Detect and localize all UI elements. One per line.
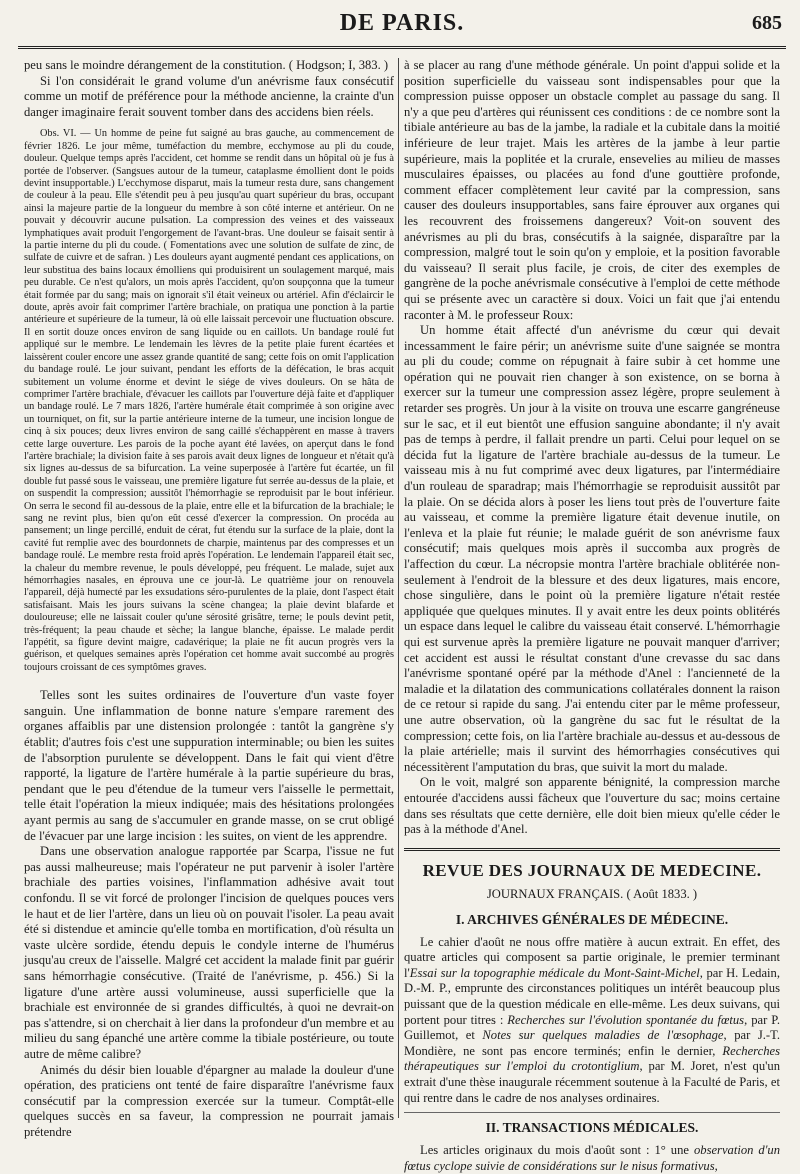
paragraph: On le voit, malgré son apparente bénignité, la compression marche entourée d'accidens aussi fâcheux que l'ouverture du sac; moins certaine dans ses résultats que cette dernière, elle doit bien mieux qu'elle céder le pas à la méthode d'Anel. [404, 775, 780, 837]
section2-paragraph [404, 1143, 780, 1174]
right-column [404, 58, 780, 1173]
paragraph: à se placer au rang d'une méthode générale. Un point d'appui solide et la position superficielle du vaisseau sont indispensables pour que la compression puisse opposer un obstacle complet au passage du sang. Il n'y a que peu d'artères qui réunissent ces conditions : de ce nombre sont la tibiale antérieure au bas de la jambe, la radiale et la cubitale dans la moitié inférieure de leur trajet. Mais les artères de la jambe à leur partie supérieure, mais la poplitée et la crurale, ensevelies au milieu de masses musculaires épaisses, ou placées au fond d'une gouttière profonde, comment effacer complètement leur cavité par la compression, sans causer des douleurs insupportables, sans faire éprouver aux organes qui les recouvrent des froissemens dangereux? Voit-on souvent des anévrismes au pli du bras, consécutifs à la saignée, disparaître par la compression, malgré tout le soin qu'on y emploie, et la position favorable du vaisseau? Il serait plus facile, je crois, de citer des exemples de gangrène de la poche anévrismale consécutive à l'emploi de cette méthode qui se présente avec un caractère si doux. Voici un fait que j'ai entendu raconter à M. le professeur Roux: [404, 58, 780, 322]
page-number: 685 [752, 12, 782, 34]
text-run: , par H. Ledain, D.-M. P., emprunte des circonstances politiques un intérêt beaucoup plus puissant que de la question médicale en elle-même. Les deux suivans, qui portent pour titres : [404, 965, 780, 1027]
italic-title: Notes sur quelques maladies de l'œsophage [482, 1028, 724, 1043]
section-heading: I. ARCHIVES GÉNÉRALES DE MÉDECINE. [455, 911, 729, 927]
left-column [24, 58, 394, 1139]
revue-heading: REVUE DES JOURNAUX DE MEDECINE. [404, 848, 780, 881]
paragraph: peu sans le moindre dérangement de la constitution. ( Hodgson; I, 383. ) [24, 58, 389, 72]
paragraph: Un homme était affecté d'un anévrisme du cœur qui devait incessamment le faire périr; un anévrisme suite d'une saignée se montra au pli du coude; comme on répugnait à faire subir à cet homme une opération qui ne pouvait rien changer à son existence, on se borna à exercer sur la tumeur une compression assez légère, propre seulement à retarder ses progrès. Un jour à la visite on trouva une escarre gangréneuse sur le sac, et il eut bientôt une effusion sanguine abondante; il n'y avait pas de temps à perdre, il fallait prendre un parti. Celui pour lequel on se décida fut la ligature de l'artère brachiale au-dessus de la tumeur. Le vaisseau mis à nu fut comprimé avec deux ligatures, par l'intermédiaire d'un rouleau de sparadrap; mais l'hémorrhagie se reproduisit aussitôt par la plaie. On se décida alors à poser les liens tout près de l'ouverture faite au vaisseau, et comme la première ligature était devenue inutile, on l'enleva et la plaie fut réunie; le malade guérit de son anévrisme faux consécutif; mais quelques mois après il succomba aux progrès de l'affection du cœur. La nécropsie montra l'artère brachiale oblitérée non-seulement à l'endroit de la blessure et des deux ligatures, mais encore, chose singulière, dans le point où la première ligature n'était restée appliquée que quelques minutes. Il y avait entre les deux points oblitérés un espace dans lequel le calibre du vaisseau était conservé. L'hémorrhagie qui est survenue après la première ligature ne pouvait manquer d'arriver; cet accident est aussi le résultat constant d'une crevasse du sac dans l'anévrisme spontané opéré par la méthode d'Anel : l'ancienneté de la maladie et la dilatation des communications collatérales donnent la raison de ce retour si rapide du sang. J'ai entendu citer par le même professeur, une autre observation, où la gangrène du sac fut le résultat de la compression; cette fois, on lia l'artère brachiale au-dessus et au-dessous de la plaie artérielle; mais il survint des hémorrhagies consécutives qui nécessitèrent l'amputation du bras, que suivit la mort du malade. [404, 323, 780, 774]
observation-vi: Obs. VI. — Un homme de peine fut saigné au bras gauche, au commencement de février 1826. Le jour même, tuméfaction du membre, ecchymose au pli du coude, douleur. Quelque temps après l'accident, cet homme se rendit dans un hôpital où je fus à portée de l'observer. (Sangsues autour de la tumeur, cataplasme émollient dont le poids devint insupportable.) L'ecchymose disparut, mais la tumeur resta dure, sans changement de couleur à la peau. Elle s'étendit peu à peu jusqu'au quart supérieur du bras, occupant ainsi la majeure partie de la longueur du membre à son côté interne et antérieur. On ne pouvait y découvrir aucune pulsation. La compression des veines et des vaisseaux lymphatiques avait produit l'engorgement de l'avant-bras. Une douleur se faisait sentir à la partie interne du pli du coude. ( Fomentations avec une solution de sulfate de zinc, de sulfate de cuivre et de safran. ) Les douleurs ayant augmenté pendant ces applications, on leur substitua des bains locaux émolliens qui produisirent un soulagement marqué, mais peu durable. Ce n'est qu'alors, un mois après l'accident, qu'on soupçonna que la tumeur était formée par du sang; mais on ignorait s'il était veineux ou artériel. Afin d'éclaircir le doute, après avoir fait comprimer l'artère brachiale, on pratiqua une ponction à la partie antérieure et supérieure de la tumeur, là où elle laissait percevoir une fluctuation obscure. Il en sortit douze onces environ de sang liquide ou en caillots. Un bandage roulé fut appliqué sur le membre. Le lendemain les lèvres de la petite plaie furent écartées et laissèrent couler encore une assez grande quantité de sang; cette fois on omit l'application du bandage roulé. Le jour suivant, pendant les efforts de la défécation, le bras acquit subitement un volume énorme et devint le siége de vives douleurs. On se hâta de comprimer l'artère brachiale, d'évacuer les caillots par l'ouverture déjà faite et d'appliquer un bandage roulé. Le 7 mars 1826, l'artère humérale était comprimée à son origine avec un tourniquet, on fit, sur la partie antérieure interne de la tumeur, une incision longue de cinq à six pouces; deux livres environ de sang caillé s'échappèrent en masse à travers cette large ouverture. Les parois de la poche ayant été lavées, on aperçut dans le fond l'artère brachiale; la division faite à ses parois avait deux lignes de longueur et n'était qu'à six lignes au-dessus de sa bifurcation. La veine superposée à l'artère fut écartée, un fil double fut passé sous le vaisseau, une première ligature fut serrée au-dessus de la plaie, et on suspendit la compression; aussitôt l'hémorrhagie se reproduisit par le bout inférieur. On serra le second fil au-dessous de la plaie, entre elle et la bifurcation de la brachiale; le sang ne revint plus, bien qu'on eût cessé d'exercer la compression. On procéda au pansement; un linge percillé, enduit de cérat, fut étendu sur la surface de la plaie, dont la cavité fut remplie avec des bourdonnets de charpie, maintenus par des compresses et un bandage roulé. Le membre resta froid après l'opération. Le lendemain l'appareil était sec, la chaleur du membre revenue, le pouls développé, peu fréquent. Le malade, sujet aux hémorrhagies nasales, en éprouva une ce jour-là. Le quatrième jour on renouvela l'appareil, déjà humecté par les exsudations séro-purulentes de la plaie, dont l'aspect était satisfaisant. Mais les jours suivans la scène changea; la plaie devint blafarde et douloureuse; elle ne laissait couler qu'une sérosité grisâtre, terne; le pouls devint petit, très-fréquent; la peau chaude et sèche; la langue blanche, épaisse. Le malade perdit l'appétit, sa figure devint maigre, cadavérique; la plaie ne fit aucun progrès vers la guérison, et quelques semaines après l'opération cet homme avait succombé au progrès toujours croissant de ces symptômes graves. [24, 128, 394, 673]
text-run: , par M. Joret, n'est qu'un extrait d'une thèse inaugurale récemment soutenue à la Faculté de Paris, et qui rentre dans le cadre de nos analyses ordinaires. [404, 1059, 780, 1105]
paragraph: Dans une observation analogue rapportée par Scarpa, l'issue ne fut pas aussi malheureuse; mais l'opérateur ne put parvenir à isoler l'artère brachiale des parties voisines, l'inflammation adhésive avait tout confondu. Il se vit forcé de prolonger l'incision de quelques pouces vers le haut et de lier l'artère, dans un lieu où on pouvait l'isoler. La peau avait été si distendue et amincie qu'elle tomba en mortification, d'où résulta un vaste ulcère sordide, étendu depuis le condyle interne de l'humérus jusqu'au creux de l'aisselle. Malgré cet accident la malade finit par guérir sans hémorrhagie consécutive. (Traité de l'anévrisme, p. 456.) Si la ligature d'une artère aussi volumineuse, aussi superficielle que la brachiale est environnée de si grandes difficultés, à quoi ne devrait-on pas s'attendre, si on cherchait à lier dans la profondeur d'un membre et au milieu du sang épanché une artère comme la tibiale postérieure, ou toute autre de même calibre? [24, 844, 394, 1061]
italic-title: Recherches sur l'évolution spontanée du fœtus [507, 1012, 745, 1027]
paragraph: Telles sont les suites ordinaires de l'ouverture d'un vaste foyer sanguin. Une inflammation de bonne nature s'empare rarement des organes affaiblis par une distension prolongée : tantôt la gangrène s'y établit; d'autres fois c'est une suppuration interminable; ou bien les suites de l'absorption purulente se développent. Dans le fait qui vient d'être rapporté, la ligature de l'artère humérale à la partie supérieure du bras, pendant que le peu d'étendue de la tumeur vers l'aisselle le permettait, telle était l'opération la mieux indiquée; mais des hésitations prolongées ayant permis au sang de s'accumuler en grande masse, on se crut obligé de l'évacuer par une large incision : les suites, on vient de les apprendre. [24, 688, 394, 843]
page-header [18, 6, 786, 49]
section-heading: II. TRANSACTIONS MÉDICALES. [404, 1112, 780, 1139]
italic-title: observation d'un fœtus cyclope suivie de considérations sur le nisus formativus, [404, 1143, 780, 1173]
paragraph: Si l'on considérait le grand volume d'un anévrisme faux consécutif comme un motif de préférence pour la méthode ancienne, la crainte d'un danger imaginaire ferait souvent tomber dans des accidens bien réels. [24, 73, 394, 119]
italic-title: Recherches thérapeutiques sur l'emploi du crotontiglium [404, 1043, 780, 1074]
paragraph: Animés du désir bien louable d'épargner au malade la douleur d'une opération, des praticiens ont tenté de faire disparaître l'anévrisme faux consécutif par la compression exercée sur la tumeur. Comptât-elle quelques succès en sa faveur, la compression ne pourrait jamais prétendre [24, 1062, 394, 1139]
italic-title: Essai sur la topographie médicale du Mont-Saint-Michel [409, 965, 700, 980]
text-run: , par P. Guillemot, et [404, 1012, 780, 1043]
column-divider [398, 58, 399, 1118]
revue-subheading: JOURNAUX FRANÇAIS. ( Août 1833. ) [486, 886, 698, 901]
section1-paragraph [404, 935, 780, 1107]
text-run: , par J.-T. Mondière, ne sont pas encore terminés; enfin le dernier, [404, 1028, 780, 1058]
running-title: DE PARIS. [339, 10, 465, 36]
text-run: Les articles originaux du mois d'août sont : 1° une [420, 1143, 694, 1158]
text-run: Le cahier d'août ne nous offre matière à aucun extrait. En effet, des quatre articles qui composent sa partie originale, le premier terminant l' [404, 934, 780, 980]
